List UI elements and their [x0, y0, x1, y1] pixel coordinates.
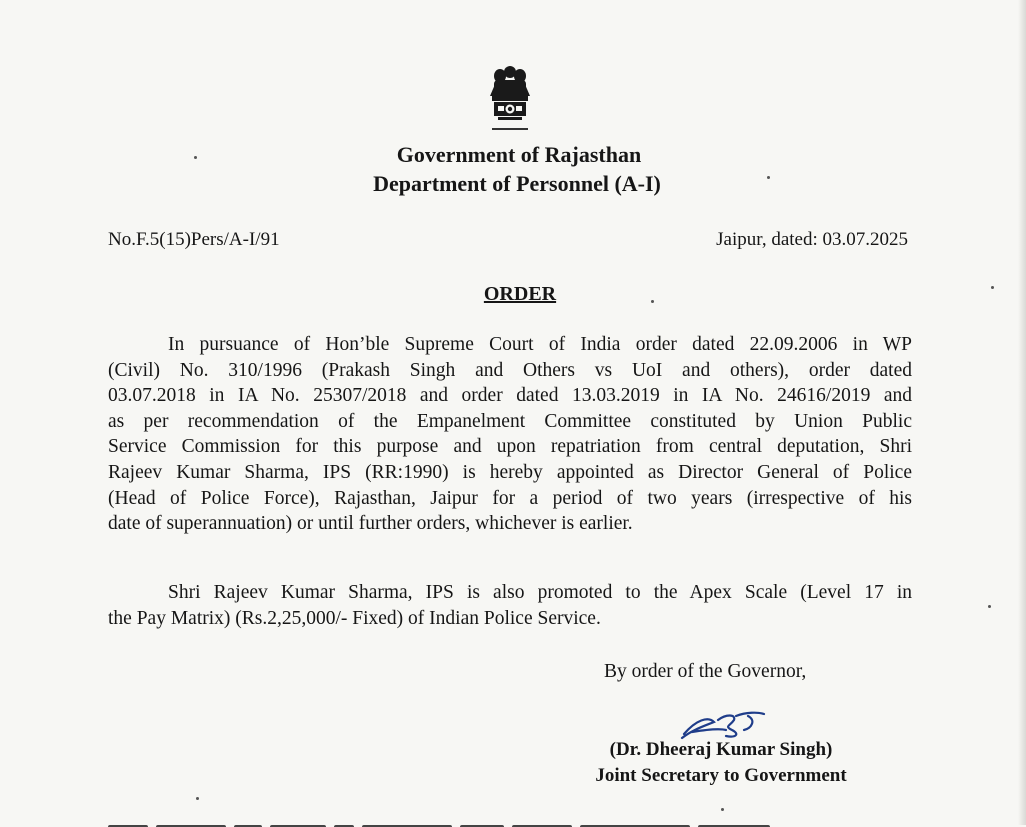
paragraph-line: Service Commission for this purpose and upon repatriation from central deputation, Shri — [108, 436, 912, 458]
paragraph-line: 03.07.2018 in IA No. 25307/2018 and order dated 13.03.2019 in IA No. 24616/2019 and — [108, 385, 912, 407]
paragraph-line: (Head of Police Force), Rajasthan, Jaipur for a period of two years (irrespective of his — [108, 487, 912, 509]
department-heading: Department of Personnel (A-I) — [373, 171, 661, 196]
paragraph-line: the Pay Matrix) (Rs.2,25,000/- Fixed) of Indian Police Service. — [108, 607, 601, 629]
paper-speck — [767, 176, 770, 179]
government-heading: Government of Rajasthan — [396, 142, 642, 167]
paper-speck — [196, 797, 199, 800]
paper-speck — [721, 808, 724, 811]
order-paragraph-2 — [108, 580, 912, 631]
reference-number: No.F.5(15)Pers/A-I/91 — [108, 229, 280, 250]
paragraph-line: Shri Rajeev Kumar Sharma, IPS is also promoted to the Apex Scale (Level 17 in — [168, 582, 912, 603]
handwritten-signature — [674, 708, 774, 742]
place-and-date: Jaipur, dated: 03.07.2025 — [716, 229, 908, 250]
paper-speck — [988, 605, 991, 608]
paragraph-line: Rajeev Kumar Sharma, IPS (RR:1990) is hereby appointed as Director General of Police — [108, 461, 912, 483]
signatory-designation: Joint Secretary to Government — [595, 765, 847, 786]
page-edge-shadow — [1018, 0, 1026, 825]
cropped-text-line — [108, 817, 808, 827]
national-emblem-icon — [484, 62, 536, 150]
paper-speck — [194, 156, 197, 159]
order-title: ORDER — [483, 283, 557, 305]
closing-line: By order of the Governor, — [604, 661, 807, 682]
paper-speck — [651, 300, 654, 303]
paragraph-line: (Civil) No. 310/1996 (Prakash Singh and Others vs UoI and others), order dated — [108, 359, 912, 381]
paper-speck — [991, 286, 994, 289]
paragraph-line: as per recommendation of the Empanelment Committee constituted by Union Public — [108, 410, 912, 432]
paragraph-line: date of superannuation) or until further orders, whichever is earlier. — [108, 513, 633, 535]
signatory-name: (Dr. Dheeraj Kumar Singh) — [609, 739, 833, 760]
paragraph-line: In pursuance of Hon’ble Supreme Court of India order dated 22.09.2006 in WP — [168, 334, 912, 355]
order-paragraph-1 — [108, 332, 912, 537]
